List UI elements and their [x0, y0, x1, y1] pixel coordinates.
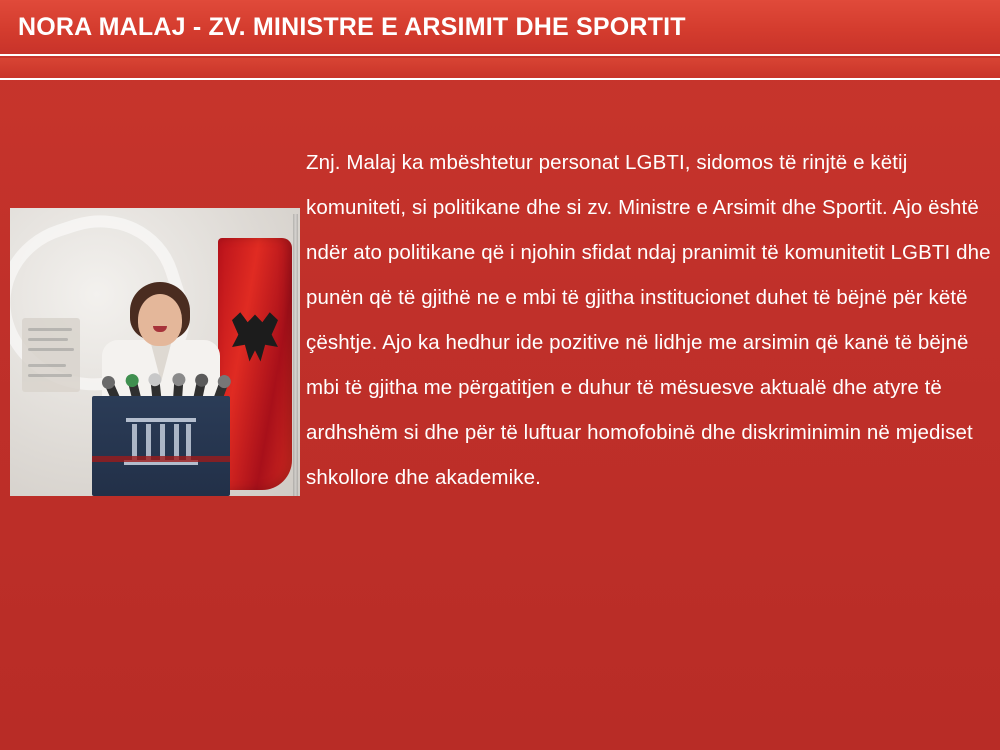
page-title: NORA MALAJ - ZV. MINISTRE E ARSIMIT DHE SPORTIT [18, 13, 686, 41]
wall-logo-placard [22, 318, 80, 392]
title-band [0, 0, 1000, 56]
podium [92, 396, 230, 496]
speaker-photo [10, 208, 300, 496]
flag-pole [293, 214, 298, 496]
title-underbar-divider [0, 58, 1000, 80]
slide-body-text: Znj. Malaj ka mbështetur personat LGBTI, sidomos të rinjtë e këtij komuniteti, si politikane dhe si zv. Ministre e Arsimit dhe Sportit. Ajo është ndër ato politikane që i njohin sfidat ndaj pranimit të komunitetit LGBTI dhe punën që të gjithë ne e mbi të gjitha institucionet duhet të bëjnë për këtë çështje. Ajo ka hedhur ide pozitive në lidhje me arsimin që kanë të bëjnë mbi të gjitha me përgatitjen e duhur të mësuesve aktualë dhe atyre të ardhshëm si dhe për të luftuar homofobinë dhe diskriminimin në mjediset shkollore dhe akademike. [306, 151, 991, 489]
eagle-emblem-icon [232, 310, 278, 366]
podium-stripe [92, 456, 230, 462]
speaker-head [138, 294, 182, 346]
ministry-emblem-icon [122, 410, 200, 472]
